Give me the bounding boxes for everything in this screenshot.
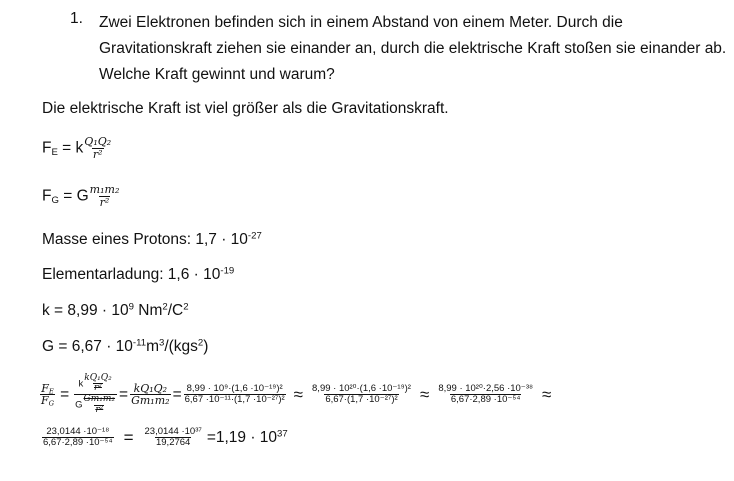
approx-sign: ≈: [419, 384, 430, 404]
constant-g: [42, 338, 208, 356]
g-unit-exp2: 2: [197, 337, 204, 349]
approx-sign: ≈: [542, 384, 552, 404]
step6-numerator: 23,0144 ·10⁻¹⁸: [46, 426, 110, 437]
fe-fraction: [83, 136, 112, 161]
step5-fraction: [437, 384, 534, 405]
step3-denominator: 6,67 ·10⁻¹¹·(1,7 ·10⁻²⁷)²: [184, 394, 285, 406]
ratio-fraction: [40, 383, 55, 408]
fg-denominator: r²: [99, 195, 110, 209]
proton-mass: [42, 231, 262, 249]
result-value: =1,19 · 10: [206, 428, 278, 446]
step1-fraction: k $\frac{\text{kQ₁Q₂}}{\text{r²}}$ G $\frac{\text{Gm₁m₂}}{\text{r²}}$: [75, 373, 116, 415]
g-unit-exp1: 3: [158, 337, 165, 349]
formula-fe: [42, 136, 112, 161]
step4-fraction: [311, 384, 412, 405]
step2-numerator: kQ₁Q₂: [133, 381, 168, 395]
proton-mass-label: Masse eines Protons: 1,7 · 10: [42, 231, 248, 248]
step4-denominator: 6,67·(1,7 ·10⁻²⁷)²: [325, 394, 398, 406]
equals-sign: =: [123, 427, 134, 447]
ratio-numerator: F: [41, 381, 49, 395]
fe-symbol: F: [42, 139, 52, 157]
formula-fg: [42, 184, 120, 209]
step6-denominator: 6,67·2,89 ·10⁻⁵⁴: [43, 436, 113, 448]
step1-inner-numerator: kQ₁Q₂: [84, 373, 112, 383]
fg-symbol: F: [42, 187, 52, 205]
fg-equals-g: = G: [58, 187, 89, 205]
step6-fraction: [42, 427, 114, 448]
fe-denominator: r²: [92, 147, 103, 161]
fg-fraction: [89, 184, 121, 209]
step1-inner-r2: r²: [95, 404, 104, 415]
step3-numerator: 8,99 · 10⁹·(1,6 ·10⁻¹⁹)²: [186, 383, 283, 395]
k-exponent: 9: [128, 301, 134, 313]
fe-equals-k: = k: [57, 139, 84, 157]
step7-numerator: 23,0144 ·10³⁷: [144, 426, 202, 437]
k-unit-exp2: 2: [183, 301, 189, 313]
approx-sign: ≈: [293, 384, 304, 404]
elementary-charge-exponent: -19: [220, 265, 235, 277]
equals-sign: =: [172, 385, 182, 403]
step7-denominator: 19,2764: [155, 436, 191, 448]
proton-mass-exponent: -27: [247, 230, 262, 242]
question-text: Zwei Elektronen befinden sich in einem Abstand von einem Meter. Durch die Gravitationskraft ziehen sie einander an, durch die elektrische Kraft stoßen sie einander ab. Welche Kraft gewinnt und warum?: [99, 14, 727, 83]
step5-denominator: 6,67·2,89 ·10⁻⁵⁴: [450, 394, 521, 406]
step4-numerator: 8,99 · 10²⁰·(1,6 ·10⁻¹⁹)²: [312, 383, 411, 395]
step5-numerator: 8,99 · 10²⁰·2,56 ·10⁻³⁸: [438, 383, 533, 395]
g-value: G = 6,67 · 10: [42, 338, 133, 355]
g-unit-kgs: /(kgs: [164, 338, 198, 355]
final-result: [207, 429, 288, 447]
g-unit-m: m: [146, 338, 159, 355]
question-number: 1.: [70, 10, 83, 27]
constant-k: [42, 302, 189, 320]
k-value: k = 8,99 · 10: [42, 302, 129, 319]
ratio-denominator-sub: G: [48, 399, 55, 408]
g-exponent: -11: [132, 337, 147, 349]
fg-numerator: m₁m₂: [89, 183, 120, 196]
step1-inner-r: r²: [94, 383, 102, 394]
equals-sign: =: [60, 385, 70, 403]
ratio-numerator-sub: E: [48, 387, 54, 396]
k-unit-nm: Nm: [133, 302, 163, 319]
step7-fraction: [144, 427, 203, 448]
calculation-line-2: [42, 427, 288, 448]
answer-text: Die elektrische Kraft ist viel größer als die Gravitationskraft.: [42, 100, 449, 117]
step2-denominator: Gm₁m₂: [131, 394, 170, 408]
k-unit-exp1: 2: [162, 301, 168, 313]
ratio-denominator: F: [41, 394, 49, 408]
step1-inner-denominator: Gm₁m₂: [83, 394, 116, 405]
k-unit-c: /C: [167, 302, 184, 319]
result-exponent: 37: [277, 428, 288, 440]
fe-subscript: E: [51, 146, 58, 158]
equals-sign: =: [119, 385, 129, 403]
fe-numerator: Q₁Q₂: [84, 135, 112, 148]
g-unit-close: ): [203, 338, 209, 355]
elementary-charge: [42, 266, 234, 284]
step2-fraction: [130, 383, 170, 408]
calculation-line-1: [40, 374, 551, 416]
elementary-charge-label: Elementarladung: 1,6 · 10: [42, 266, 221, 283]
step3-fraction: [184, 384, 286, 405]
fg-subscript: G: [51, 194, 59, 206]
